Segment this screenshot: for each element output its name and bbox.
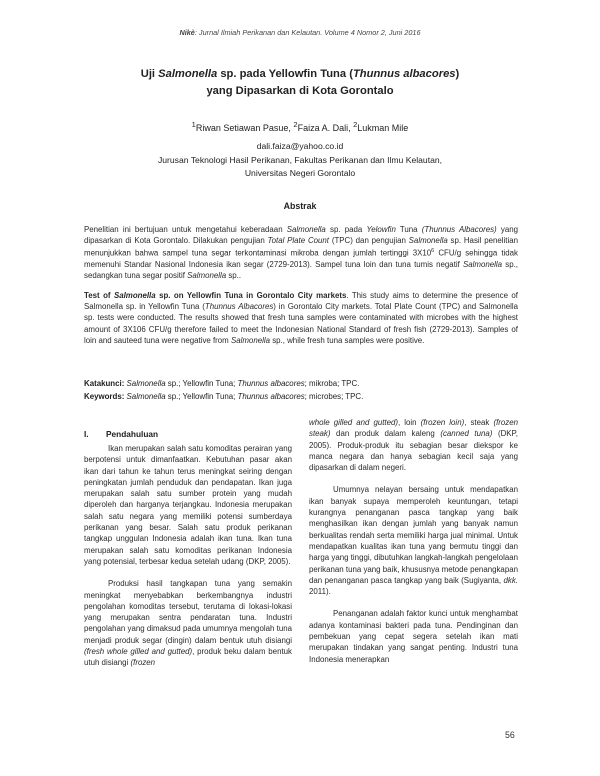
title-line-1 [60,66,540,83]
text-run: sp.. [226,271,242,281]
text-run-italic: whole gilled and gutted) [309,418,399,427]
section-heading [84,429,158,439]
author-3: Lukman Mile [357,123,409,133]
title-part-italic: Thunnus albacores [352,68,456,80]
text-run-italic: (frozen loin) [420,418,465,427]
text-run-italic: (fresh whole gilled and gutted) [84,647,193,657]
text-run-italic: Salmonella [286,225,326,234]
title-part-italic: Salmonella [158,68,218,80]
text-run: , loin [398,418,421,427]
text-run: Tuna [395,225,422,234]
text-run-bold: Test of [84,291,114,300]
author-1: Riwan Setiawan Pasue, [195,123,294,133]
affil-sup: 2 [293,120,298,129]
text-run-italic: Thunnus Albacores [204,302,274,312]
journal-name: Nikè [179,28,195,37]
abstract-heading: Abstrak [283,201,317,211]
text-run: Produksi hasil tangkapan tuna yang semakin meningkat menyebabkan berkembangnya industri pengolahan komoditas tersebut, terutama di lokasi-lokasi yang merupakan sentra pendaratan tuna. Industri pengolahan yang dimaksud pada umumnya mengolah tuna menjadi produk segar (dingin) dalam bentuk utuh disiangi [84,579,292,645]
title-part: Uji [140,68,159,80]
superscript: 6 [431,248,435,255]
text-run: Umumnya nelayan bersaing untuk mendapatkan ikan banyak supaya memperoleh keuntungan, tetapi kurangnya penanganan pasca tangkap yang baik menghasilkan ikan dengan jumlah yang banyak namun berkualitas rendah serta memiliki harga jual minimal. Untuk mendapatkan kualitas ikan tuna yang bermutu tinggi dan harga yang tinggi, dibutuhkan langkah-langkah pengelolaan perikanan tuna yang baik, khususnya metode penangkapan dan penanganan pasca tangkap yang baik (Sugiyanta, [309,485,518,585]
affil-sup: 2 [353,120,358,129]
text-run: , produk beku dalam bentuk utuh disiangi [84,647,292,668]
text-run: sp., sedangkan tuna segar positif [84,260,518,281]
text-run-bold-italic: Salmonella [113,291,156,300]
text-run-italic: Thunnus albacores [237,379,305,388]
left-column [84,443,292,680]
paragraph [84,578,292,668]
text-run: Penelitian ini bertujuan untuk mengetahui keberadaan [84,225,287,234]
text-run-bold: sp. on Yellowfin Tuna in Gorontalo City markets [155,291,347,300]
text-run-italic: Total Plate Count [267,236,330,246]
text-run: . This study aims to determine the presence of Salmonella sp. in Yellowfin Tuna ( [84,291,518,312]
abstract-indonesian [84,224,518,282]
text-run: ; microbes; TPC. [304,392,364,401]
text-run: yang dipasarkan di Kota Gorontalo. Dilakukan pengujian [84,225,518,246]
text-run: sp. pada [325,225,367,234]
page-number: 56 [505,730,515,740]
paragraph [309,484,518,597]
text-run: ; mikroba; TPC. [304,379,360,388]
author-2: Faiza A. Dali, [297,123,354,133]
journal-details: : Jurnal Ilmiah Perikanan dan Kelautan. Volume 4 Nomor 2, Juni 2016 [194,28,421,37]
right-column [309,417,518,676]
text-run: 2011). [309,587,331,597]
text-run-italic: dkk. [503,575,518,585]
text-run: sp., while fresh tuna samples were positive. [270,335,425,345]
abstract-english [84,290,518,346]
title-line-2: yang Dipasarkan di Kota Gorontalo [206,85,394,97]
keywords-english [84,391,518,402]
keywords-label: Katakunci: [84,379,125,388]
text-run-italic: (frozen [130,658,156,668]
text-run-italic: Salmonella [230,335,270,345]
paper-title [60,66,540,100]
text-run: dan produk dalam kaleng [330,429,441,439]
affiliation-line-2: Universitas Negeri Gorontalo [244,168,356,178]
text-run: (TPC) dan pengujian [329,236,409,246]
text-run-italic: (canned tuna) [440,429,493,439]
affil-sup: 1 [191,120,196,129]
text-run: sp. Hasil penelitian menunjukkan bahwa sampel tuna segar terkontaminasi mikroba dengan jumlah tertinggi 3X10 [84,236,518,259]
keywords-indonesian [84,378,518,389]
text-run-italic: Salmonella [126,392,166,401]
text-run-italic: (frozen steak) [309,418,518,439]
text-run-italic: (Thunnus Albacores) [421,225,497,234]
authors [60,120,540,133]
text-run: sp.; Yellowfin Tuna; [165,392,238,401]
section-number: I. [84,429,89,439]
paragraph: Ikan merupakan salah satu komoditas perairan yang berpotensi untuk dimanfaatkan. Kebutuhan pasar akan ikan dari tahun ke tahun terus meningkat seiring dengan peningkatan jumlah penduduk dan pendapatan. Ikan juga merupakan salah satu sumber protein yang mudah diperoleh dan harganya terjangkau. Indonesia merupakan salah satu negara yang memiliki potensi sumberdaya perikanan yang besar. Salah satu produk perikanan tangkap unggulan Indonesia adalah ikan tuna. Ikan tuna merupakan salah satu komoditas perikanan Indonesia yang potensial, terbesar kedua setelah udang (DKP, 2005). [84,444,292,566]
text-run-italic: Salmonella [187,271,227,281]
text-run: ) in Gorontalo City markets. Total Plate Count (TPC) and Salmonella sp. tests were conducted. The results showed that fresh tuna samples were contaminated with microbes with the highest amount of 3X106 CFU/g therefore failed to meet the Indonesian National Standard of fresh fish (2729-2013). Samples of loin and sauteed tuna were negative from [84,302,518,345]
title-part: ) [455,68,460,80]
keywords-label: Keywords: [84,392,125,401]
text-run-italic: Salmonella [126,379,166,388]
journal-header [0,28,600,37]
paragraph [309,417,518,473]
affiliation-line-1: Jurusan Teknologi Hasil Perikanan, Fakultas Perikanan dan Ilmu Kelautan, [157,155,443,165]
text-run-italic: Yelowfin [366,225,396,234]
text-run: (DKP, 2005). Produk-produk itu sebagian besar diekspor ke manca negara dan hanya sebagian kecil saja yang dipasarkan di dalam negeri. [309,429,518,473]
text-run-italic: Salmonella [463,260,503,270]
title-part: sp. pada Yellowfin Tuna ( [217,68,353,80]
paragraph: Penanganan adalah faktor kunci untuk menghambat adanya kontaminasi bakteri pada tuna. Pendinginan dan pembekuan yang cepat segera setelah ikan mati merupakan tindakan yang sangat penting. Industri tuna Indonesia menerapkan [309,609,518,664]
text-run: , steak [464,418,494,427]
text-run: CFU/g sehingga tidak memenuhi Standar Nasional Indonesia ikan segar (2729-2013). Sampel tuna loin dan tuna tumis negatif [84,249,519,270]
text-run-italic: Thunnus albacores [237,392,305,401]
section-title: Pendahuluan [106,429,159,439]
text-run: sp.; Yellowfin Tuna; [165,379,238,388]
email-link[interactable]: dali.faiza@yahoo.co.id [256,141,344,151]
affiliation [60,154,540,180]
text-run-italic: Salmonella [408,236,448,246]
